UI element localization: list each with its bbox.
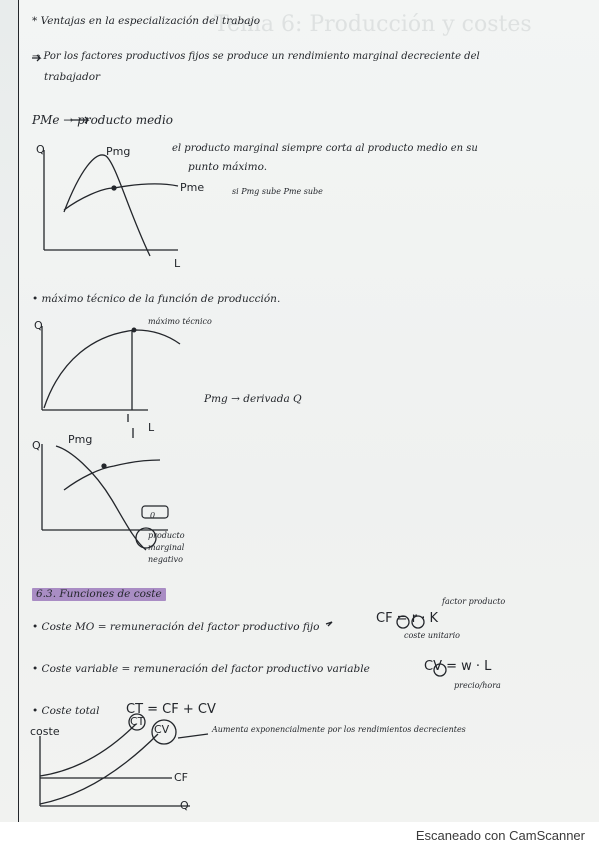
graph1-production-curves bbox=[44, 150, 178, 256]
graph3-marginal-product bbox=[42, 444, 168, 550]
note-factor-product: factor producto bbox=[442, 597, 506, 606]
formula-fixed-cost: CF = r · K bbox=[376, 611, 438, 626]
graph2-max-label: máximo técnico bbox=[148, 317, 212, 326]
graph2-curve bbox=[44, 330, 180, 408]
tick-mark bbox=[326, 622, 332, 626]
graph2-axis-l: L bbox=[148, 421, 155, 434]
arrow-icon bbox=[70, 117, 88, 123]
graph3-pmg-label: Pmg bbox=[68, 433, 93, 446]
graph4-axis-coste: coste bbox=[30, 725, 60, 738]
graph1-pme-curve bbox=[64, 184, 178, 210]
note-worker: trabajador bbox=[44, 71, 101, 83]
note-fixed-factors: → Por los factores productivos fijos se produce un rendimiento marginal decreciente del bbox=[32, 51, 480, 62]
note-pmg-derivative: Pmg → derivada Q bbox=[204, 393, 302, 405]
graph3-note-1: producto bbox=[148, 531, 185, 540]
note-unit-cost: coste unitario bbox=[404, 631, 460, 640]
note-exponential: Aumenta exponencialmente por los rendimientos decrecientes bbox=[212, 725, 466, 734]
dashed-guide bbox=[128, 414, 133, 438]
scanner-footer bbox=[0, 822, 599, 848]
note-specialization: * Ventajas en la especialización del trabajo bbox=[32, 15, 261, 27]
graph1-axis-l: L bbox=[174, 257, 181, 270]
graph4-cv-label: CV bbox=[154, 723, 170, 736]
k-circle bbox=[412, 616, 424, 628]
graph3-circle-highlight bbox=[136, 528, 156, 548]
formula-variable-cost: CV = w · L bbox=[424, 659, 492, 674]
bleed-through-title: Tema 6: Producción y costes bbox=[214, 12, 532, 37]
note-total-cost: • Coste total bbox=[32, 705, 100, 717]
graph3-note-2: marginal bbox=[148, 543, 185, 552]
graph1-pmg-curve bbox=[64, 155, 150, 256]
arrow-icon bbox=[32, 55, 40, 61]
graph1-pme-label: Pme bbox=[180, 181, 205, 194]
graph4-cf-label: CF bbox=[174, 771, 189, 784]
formula-total-cost: CT = CF + CV bbox=[126, 702, 216, 717]
section-heading-costs: 6.3. Funciones de coste bbox=[32, 588, 166, 601]
graph3-intersection-point bbox=[102, 464, 106, 468]
ct-circle bbox=[129, 714, 145, 730]
scanner-watermark: Escaneado con CamScanner bbox=[415, 828, 585, 843]
graph3-axis-q: Q bbox=[32, 439, 41, 452]
graph1-intersection-point bbox=[112, 186, 116, 190]
note-pmg-rises: si Pmg sube Pme sube bbox=[232, 187, 323, 196]
graph3-note-3: negativo bbox=[148, 555, 183, 564]
note-average-product: PMe → producto medio bbox=[32, 113, 174, 127]
note-price-hour: precio/hora bbox=[454, 681, 501, 690]
graph1-axis-q: Q bbox=[36, 143, 45, 156]
r-circle bbox=[397, 616, 409, 628]
note-variable-cost: • Coste variable = remuneración del factor productivo variable bbox=[32, 663, 370, 675]
note-max-point: punto máximo. bbox=[188, 161, 268, 173]
graph1-pmg-label: Pmg bbox=[106, 145, 131, 158]
graph4-cv-curve bbox=[40, 734, 158, 804]
graph4-ct-curve bbox=[40, 724, 136, 776]
graph2-axis-q: Q bbox=[34, 319, 43, 332]
graph3-pme-curve bbox=[64, 460, 160, 490]
graph4-cost-curves bbox=[40, 714, 208, 806]
w-circle bbox=[434, 664, 446, 676]
graph2-max-point bbox=[132, 328, 136, 332]
cv-circle bbox=[152, 720, 176, 744]
note-marginal-cuts: el producto marginal siempre corta al producto medio en su bbox=[172, 143, 478, 154]
graph4-ct-label: CT bbox=[130, 715, 145, 728]
graph3-zero-box bbox=[142, 506, 168, 518]
pointer-line bbox=[178, 734, 208, 738]
note-technical-max: • máximo técnico de la función de producción. bbox=[32, 293, 281, 305]
note-fixed-cost: • Coste MO = remuneración del factor productivo fijo bbox=[32, 621, 320, 633]
graph3-zero-label: 0 bbox=[150, 511, 156, 520]
graph2-total-product bbox=[42, 326, 180, 438]
graph4-axis-q: Q bbox=[180, 799, 189, 812]
